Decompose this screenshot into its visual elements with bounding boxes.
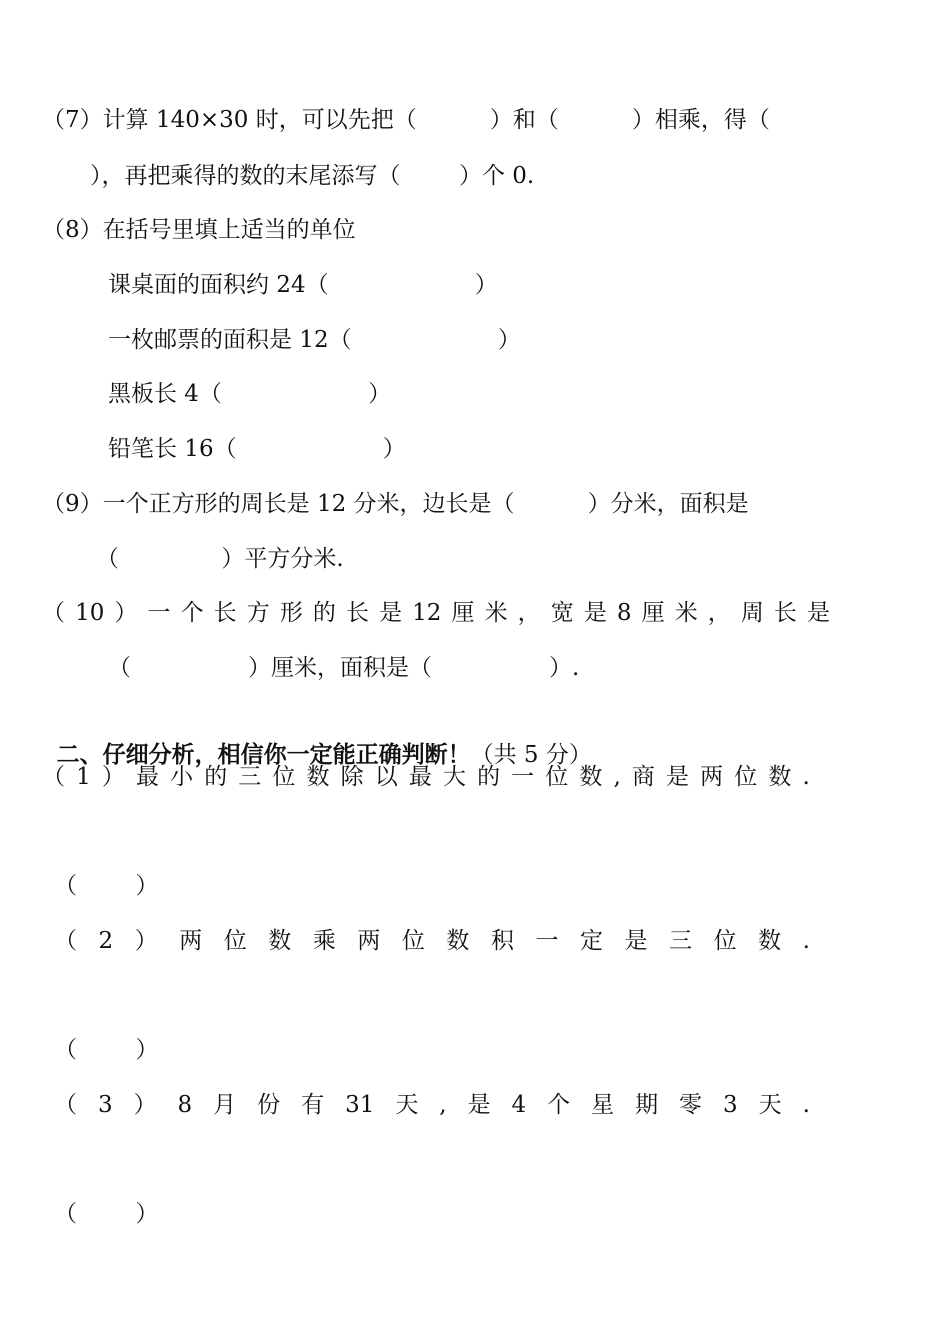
judge-token: 商: [631, 764, 655, 790]
judge-token: 最: [408, 764, 432, 790]
judge-token: 个: [547, 1092, 571, 1118]
judge-token: 期: [635, 1092, 659, 1118]
q10-token: 一: [147, 600, 171, 626]
section-2-score: （共 5 分）: [470, 742, 592, 768]
q8-title: （8）在括号里填上适当的单位: [42, 217, 356, 243]
judge-3-answer-blank: （ ）: [54, 1201, 159, 1227]
judge-token: 天: [395, 1092, 419, 1118]
q10-token: 米: [484, 600, 508, 626]
q10-token: 的: [312, 600, 336, 626]
q7-line-2: ），再把乘得的数的末尾添写（ ）个 0.: [90, 163, 535, 189]
judge-token: .: [802, 1092, 810, 1118]
judge-token: 位: [545, 764, 569, 790]
q10-token: 厘: [451, 600, 475, 626]
judge-token: 三: [238, 764, 262, 790]
judge-token: 一: [535, 928, 559, 954]
q10-token: 12: [412, 600, 442, 626]
judge-token: 是: [666, 764, 690, 790]
q9-line-2: （ ）平方分米.: [96, 546, 344, 572]
q10-token: ，: [707, 600, 731, 626]
q10-token: ）: [114, 600, 138, 626]
q10-token: 周: [740, 600, 764, 626]
q10-token: 8: [616, 600, 632, 626]
q10-token: 厘: [641, 600, 665, 626]
judge-3-statement: [54, 1089, 810, 1121]
judge-2-statement: [54, 925, 810, 957]
q9-line-1: （9）一个正方形的周长是 12 分米，边长是（ ）分米，面积是: [42, 491, 749, 517]
judge-token: 1: [76, 764, 91, 790]
q8-item-desk-area: 课桌面的面积约 24（ ）: [108, 272, 498, 298]
judge-token: 位: [272, 764, 296, 790]
q10-token: 长: [213, 600, 237, 626]
q10-line-1: [42, 597, 830, 629]
q10-token: 是: [379, 600, 403, 626]
judge-1-statement: [42, 761, 810, 793]
judge-token: 星: [591, 1092, 615, 1118]
judge-2-answer-blank: （ ）: [54, 1037, 159, 1063]
judge-token: .: [802, 764, 810, 790]
judge-token: 最: [135, 764, 159, 790]
judge-token: .: [802, 928, 810, 954]
q8-item-blackboard-length: 黑板长 4（ ）: [108, 381, 392, 407]
judge-token: 份: [257, 1092, 281, 1118]
judge-token: 月: [213, 1092, 237, 1118]
judge-token: ）: [133, 1092, 157, 1118]
judge-token: ,: [613, 764, 621, 790]
judge-token: ,: [439, 1092, 447, 1118]
q8-item-stamp-area: 一枚邮票的面积是 12（ ）: [108, 327, 521, 353]
q10-token: 个: [180, 600, 204, 626]
judge-token: 定: [580, 928, 604, 954]
judge-token: 有: [301, 1092, 325, 1118]
q10-token: 是: [807, 600, 830, 626]
judge-token: 两: [700, 764, 724, 790]
q10-token: 宽: [550, 600, 574, 626]
judge-token: 的: [477, 764, 501, 790]
q10-token: 方: [246, 600, 270, 626]
q10-line-2: （ ）厘米，面积是（ ）.: [108, 655, 580, 681]
q8-item-pencil-length: 铅笔长 16（ ）: [108, 436, 406, 462]
judge-token: 数: [446, 928, 470, 954]
judge-token: 以: [374, 764, 398, 790]
judge-token: 3: [97, 1092, 113, 1118]
judge-token: 大: [442, 764, 466, 790]
judge-token: 一: [511, 764, 535, 790]
judge-token: 乘: [312, 928, 336, 954]
judge-token: 数: [579, 764, 603, 790]
judge-token: 是: [624, 928, 648, 954]
judge-token: 8: [177, 1092, 193, 1118]
q10-token: 长: [345, 600, 369, 626]
judge-token: 除: [340, 764, 364, 790]
judge-token: 位: [734, 764, 758, 790]
judge-token: （: [54, 928, 77, 954]
q10-token: （: [42, 600, 65, 626]
judge-token: 天: [758, 1092, 782, 1118]
judge-token: 2: [98, 928, 114, 954]
judge-token: 位: [401, 928, 425, 954]
judge-token: 4: [511, 1092, 527, 1118]
judge-token: 数: [758, 928, 782, 954]
judge-token: 积: [490, 928, 514, 954]
judge-token: 两: [357, 928, 381, 954]
judge-token: ）: [101, 764, 125, 790]
judge-token: 零: [679, 1092, 703, 1118]
judge-token: 位: [223, 928, 247, 954]
judge-token: 数: [768, 764, 792, 790]
q7-line-1: （7）计算 140×30 时，可以先把（ ）和（ ）相乘，得（: [42, 107, 770, 133]
judge-token: （: [54, 1092, 77, 1118]
judge-token: 31: [345, 1092, 375, 1118]
judge-token: 小: [170, 764, 194, 790]
judge-token: 是: [467, 1092, 491, 1118]
q10-token: 长: [773, 600, 797, 626]
q10-token: 形: [279, 600, 303, 626]
judge-1-answer-blank: （ ）: [54, 873, 159, 899]
judge-token: 数: [268, 928, 292, 954]
section-2-title: 二、仔细分析，相信你一定能正确判断！: [56, 741, 471, 768]
q10-token: 10: [75, 600, 105, 626]
judge-token: 两: [179, 928, 203, 954]
judge-token: 的: [204, 764, 228, 790]
q10-token: 是: [583, 600, 607, 626]
q10-token: 米: [674, 600, 698, 626]
judge-token: 三: [669, 928, 693, 954]
q10-token: ，: [517, 600, 541, 626]
judge-token: （: [42, 764, 65, 790]
judge-token: 数: [306, 764, 330, 790]
judge-token: ）: [134, 928, 158, 954]
judge-token: 位: [713, 928, 737, 954]
judge-token: 3: [723, 1092, 738, 1118]
